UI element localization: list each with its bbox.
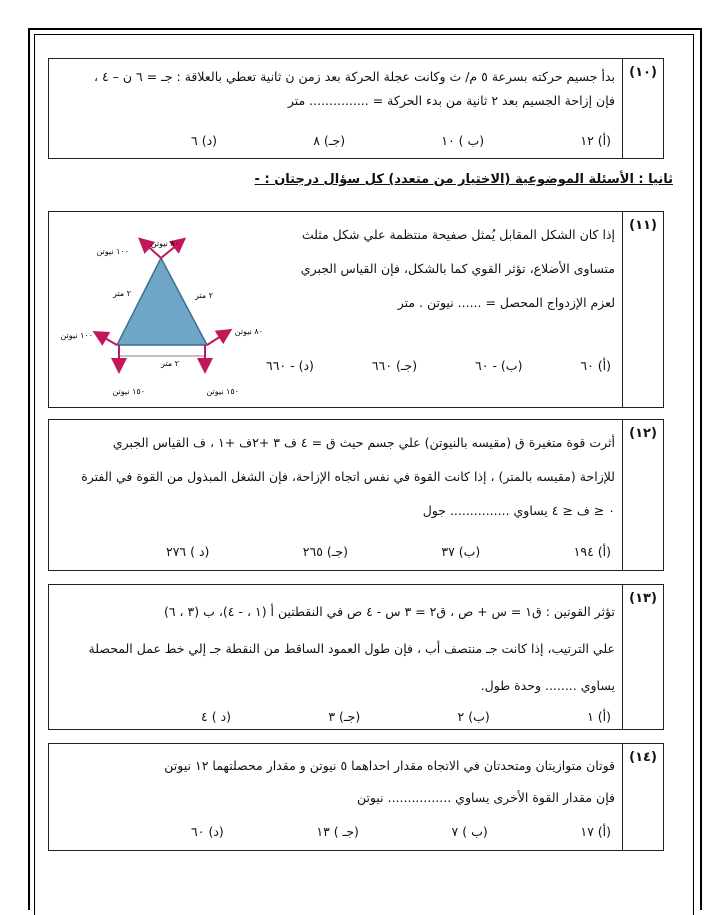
question-number: (١١) [629, 218, 657, 233]
force-label: ١٥٠ نيوتن [112, 387, 145, 396]
question-12-box [48, 419, 664, 571]
question-14-box [48, 743, 664, 851]
question-text [55, 593, 615, 704]
option-d[interactable]: (د ) ٢٧٦ [166, 544, 210, 559]
question-number: (١٠) [629, 65, 657, 80]
question-13-box [48, 584, 664, 730]
side-label: ٢ متر [161, 359, 179, 368]
question-number: (١٤) [629, 750, 657, 765]
question-line: إذا كان الشكل المقابل يُمثل صفيحة منتظمة علي شكل مثلث [301, 227, 615, 242]
question-text [55, 65, 615, 113]
question-line: قوتان متوازيتان ومتحدتان في الاتجاه مقدار احداهما ٥ نيوتن و مقدار محصلتهما ١٢ نيوتن [164, 758, 615, 773]
question-text [55, 426, 615, 528]
option-a[interactable]: (أ) ١٩٤ [573, 544, 611, 559]
force-label: ١٠٠ نيوتن [60, 331, 93, 340]
question-line: علي الترتيب، إذا كانت جـ منتصف أب ، فإن طول العمود الساقط من النقطة جـ إلي خط عمل المحصلة [88, 641, 615, 656]
question-line: يساوي ........ وحدة طول. [480, 678, 615, 693]
option-b[interactable]: (ب) - ٦٠ [475, 358, 523, 373]
question-line: تؤثر القوتين : ق١ = س + ص ، ق٢ = ٣ س - ٤ ص في النقطتين أ (١ ، - ٤)، ب (٣ ، ٦) [163, 604, 615, 619]
option-a[interactable]: (أ) ١٢ [580, 133, 611, 148]
question-text [55, 750, 615, 814]
question-line: للإزاحة (مقيسه بالمتر) ، إذا كانت القوة في نفس اتجاه الإزاحة، فإن الشغل المبذول من القوة في الفترة [81, 469, 615, 484]
side-label: ٢ متر [113, 289, 131, 298]
question-number-cell [622, 744, 663, 850]
question-line: ٠ ≤ ف ≤ ٤ يساوي ............... جول [422, 503, 615, 518]
force-arrow-right [207, 331, 229, 345]
option-c[interactable]: (جـ) ٦٦٠ [371, 358, 418, 373]
option-c[interactable]: (جـ) ٨ [313, 133, 346, 148]
force-label: ٨٠ نيوتن [150, 239, 179, 248]
triangle-force-diagram [51, 218, 271, 403]
question-line: متساوى الأضلاع، تؤثر القوي كما بالشكل، فإن القياس الجبري [300, 261, 615, 276]
question-number: (١٢) [629, 426, 657, 441]
question-line: لعزم الإزدواج المحصل = ...... نيوتن . متر [397, 295, 615, 310]
option-a[interactable]: (أ) ٦٠ [580, 358, 611, 373]
question-line: أثرت قوة متغيرة ق (مقيسه بالنيوتن) علي جسم حيث ق = ٤ ف ٣ +٢ف +١ ، ف القياس الجبري [112, 435, 615, 450]
question-number-cell [622, 420, 663, 570]
force-label: ١٥٠ نيوتن [206, 387, 239, 396]
option-a[interactable]: (أ) ١ [587, 709, 611, 724]
answer-options [191, 133, 611, 148]
answer-options [191, 824, 611, 839]
answer-options [266, 358, 611, 373]
triangle-plate [117, 258, 207, 345]
section-title: ثانيا : الأسئلة الموضوعية (الاختيار من متعدد) كل سؤال درجتان : - [254, 172, 673, 187]
answer-options [201, 709, 611, 724]
option-b[interactable]: (ب ) ٧ [451, 824, 488, 839]
question-number: (١٣) [629, 591, 657, 606]
option-d[interactable]: (د) ٦٠ [191, 824, 224, 839]
option-b[interactable]: (ب ) ١٠ [441, 133, 485, 148]
option-d[interactable]: (د ) ٤ [201, 709, 232, 724]
option-a[interactable]: (أ) ١٧ [580, 824, 611, 839]
force-label: ٨٠ نيوتن [234, 327, 263, 336]
force-arrow-left [96, 333, 117, 345]
option-c[interactable]: (جـ) ٣ [328, 709, 361, 724]
answer-options [166, 544, 611, 559]
question-11-box [48, 211, 664, 408]
option-c[interactable]: (جـ) ٢٦٥ [302, 544, 349, 559]
question-number-cell [622, 59, 663, 158]
force-label: ١٠٠ نيوتن [96, 247, 129, 256]
question-number-cell [622, 585, 663, 729]
option-b[interactable]: (ب) ٣٧ [441, 544, 481, 559]
question-line: بدأ جسيم حركته بسرعة ٥ م/ ث وكانت عجلة الحركة بعد زمن ن ثانية تعطي بالعلاقة : جـ = ٦ ن – ٤ ، [93, 69, 615, 84]
option-c[interactable]: (جـ ) ١٣ [316, 824, 359, 839]
question-10-box [48, 58, 664, 159]
question-line: فإن إزاحة الجسيم بعد ٢ ثانية من بدء الحركة = ............... متر [287, 93, 615, 108]
option-d[interactable]: (د) - ٦٦٠ [266, 358, 314, 373]
question-text [295, 218, 615, 320]
question-line: فإن مقدار القوة الأخرى يساوي ................ نيوتن [356, 790, 615, 805]
side-label: ٢ متر [195, 291, 213, 300]
option-b[interactable]: (ب) ٢ [457, 709, 490, 724]
option-d[interactable]: (د) ٦ [191, 133, 218, 148]
question-number-cell [622, 212, 663, 407]
